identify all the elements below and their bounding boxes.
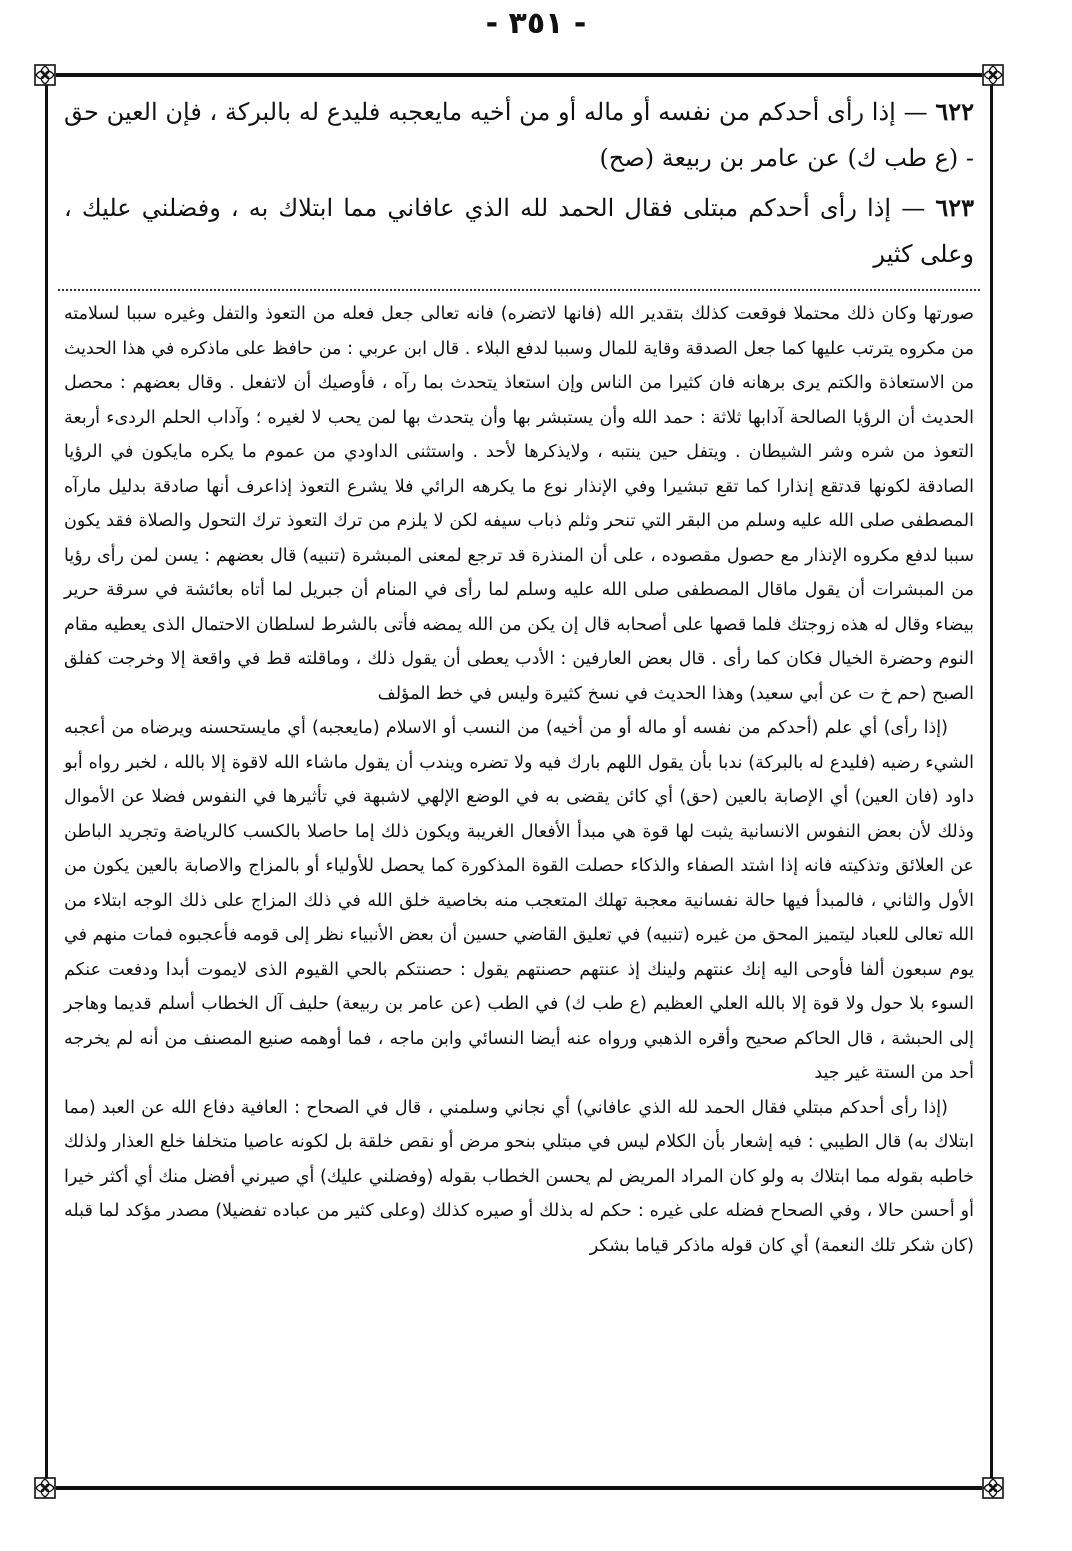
top-rule: [56, 73, 982, 77]
page-number: - ٣٥١ -: [485, 6, 587, 41]
hadith-number: ٦٢٢: [935, 97, 975, 126]
hadith-dash: —: [903, 98, 928, 126]
left-border: [45, 85, 48, 1478]
hadith-622: [64, 89, 974, 181]
dotted-separator: [58, 289, 980, 291]
commentary-paragraph: صورتها وكان ذلك محتملا فوقعت كذلك بتقدير الله (فانها لاتضره) فانه تعالى جعل فعله من التعوذ والتفل وغيره سببا لسلامته من مكروه يترتب عليها كما جعل الصدقة وقاية للمال وسببا لدفع البلاء . قال ابن عربي : من حافظ على ماذكره في هذا الحديث من الاستعاذة والكتم يرى برهانه فان كثيرا من الناس وإن استعاذ يتحدث بما رآه ، فأوصيك أن لاتفعل . وقال بعضهم : محصل الحديث أن الرؤيا الصالحة آدابها ثلاثة : حمد الله وأن يستبشر بها وأن يتحدث بها لمن يحب لا لغيره ؛ وآداب الحلم الردىء أربعة التعوذ من شره وشر الشيطان . ويتفل حين ينتبه ، ولايذكرها لأحد . واستثنى الداودي من عموم ما يكره مايكون في الرؤيا الصادقة لكونها قدتقع إنذارا كما تقع تبشيرا وفي الإنذار نوع ما يكرهه الرائي فلا يشرع التعوذ إذاعرف أنها صادقة بدليل مارآه المصطفى صلى الله عليه وسلم من البقر التي تنحر وثلم ذباب سيفه لكن لا يلزم من ترك التعوذ ترك التحول والصلاة فقد يكون سببا لدفع مكروه الإنذار مع حصول مقصوده ، على أن المنذرة قد ترجع لمعنى المبشرة (تنبيه) قال بعضهم : يسن لمن رأى رؤيا من المبشرات أن يقول ماقال المصطفى صلى الله عليه وسلم لما رأى في المنام أن جبريل لما أتاه بعائشة في سرقة حرير بيضاء وقال له هذه زوجتك فلما قصها على أصحابه قال إن يكن من الله يمضه فأتى بالشرط لسلطان الاحتمال الذى يعطيه مقام النوم وحضرة الخيال فكان كما رأى . قال بعض العارفين : الأدب يعطى أن يقول ذلك ، وماقلته قط في واقعة إلا وخرجت كفلق الصبح (حم خ ت عن أبي سعيد) وهذا الحديث في نسخ كثيرة وليس في خط المؤلف: [64, 304, 974, 704]
page-frame: [34, 73, 1004, 1490]
commentary-paragraph: (إذا رأى أحدكم مبتلي فقال الحمد لله الذي عافاني) أي نجاني وسلمني ، قال في الصحاح : العافية دفاع الله عن العبد (مما ابتلاك به) قال الطيبي : فيه إشعار بأن الكلام ليس في مبتلي بنحو مرض أو نقص خلقة بل لكونه عاصيا متخلفا خلع العذار ولذلك خاطبه بقوله مما ابتلاك به ولو كان المراد المريض لم يحسن الخطاب بقوله (وفضلني عليك) أي صيرني أفضل منك أي أكثر خيرا أو أحسن حالا ، وفي الصحاح فضله على غيره : حكم له بذلك أو صيره كذلك (وعلى كثير من عباده تفضيلا) مصدر مؤكد لما قبله (كان شكر تلك النعمة) أي كان قوله ماذكر قياما بشكر: [64, 1097, 974, 1256]
quatrefoil-ornament-icon: [982, 1477, 1004, 1499]
hadith-623: [64, 185, 974, 277]
hadith-dash: —: [901, 194, 926, 222]
quatrefoil-ornament-icon: [982, 64, 1004, 86]
bottom-rule: [56, 1486, 982, 1490]
page-content: [64, 81, 974, 1480]
hadith-number: ٦٢٣: [935, 193, 974, 222]
commentary-paragraph: (إذا رأى) أي علم (أحدكم من نفسه أو ماله أو من أخيه) من النسب أو الاسلام (مايعجبه) أي مايستحسنه ويرضاه من أعجبه الشيء رضيه (فليدع له بالبركة) ندبا بأن يقول اللهم بارك فيه ولا تضره ويندب أن يقول ماشاء الله لاقوة إلا بالله ، لخبر رواه أبو داود (فان العين) أي الإصابة بالعين (حق) أي كائن يقضى به في الوضع الإلهي لاشبهة في تأثيرها في النفوس فضلا عن الأموال وذلك لأن بعض النفوس الانسانية يثبت لها قوة هي مبدأ الأفعال الغريبة ويكون ذلك إما حاصلا بالكسب كالرياضة وتجريد الباطن عن العلائق وتذكيته فانه إذا اشتد الصفاء والذكاء حصلت القوة المذكورة كما يحصل للأولياء أو بالمزاج والاصابة بالعين يكون من الأول والثاني ، فالمبدأ فيها حالة نفسانية معجبة تهلك المتعجب منه بخاصية خلق الله في ذلك المزاج على ذلك الوجه ابتلاء من الله تعالى للعباد ليتميز المحق من غيره (تنبيه) في تعليق القاضي حسين أن بعض الأنبياء نظر إلى قومه فأعجبوه فمات منهم في يوم سبعون ألفا فأوحى اليه إنك عنتهم ولينك إذ عنتهم حصنتهم يقول : حصنتكم بالحي القيوم الذى لايموت أبدا ودفعت عنكم السوء بلا حول ولا قوة إلا بالله العلي العظيم (ع طب ك) في الطب (عن عامر بن ربيعة) حليف آل الخطاب أسلم قديما وهاجر إلى الحبشة ، قال الحاكم صحيح وأقره الذهبي ورواه عنه أيضا النسائي وابن ماجه ، فما أوهمه صنيع المصنف من أنه لم يخرجه أحد من الستة غير جيد: [64, 718, 974, 1083]
quatrefoil-ornament-icon: [34, 1477, 56, 1499]
right-border: [990, 85, 993, 1478]
hadith-text: إذا رأى أحدكم من نفسه أو ماله أو من أخيه مايعجبه فليدع له بالبركة ، فإن العين حق - (ع طب ك) عن عامر بن ربيعة (صح): [64, 98, 974, 172]
hadith-text: إذا رأى أحدكم مبتلى فقال الحمد لله الذي عافاني مما ابتلاك به ، وفضلني عليك ، وعلى كثير: [64, 194, 974, 268]
commentary: [64, 297, 974, 1263]
quatrefoil-ornament-icon: [34, 64, 56, 86]
